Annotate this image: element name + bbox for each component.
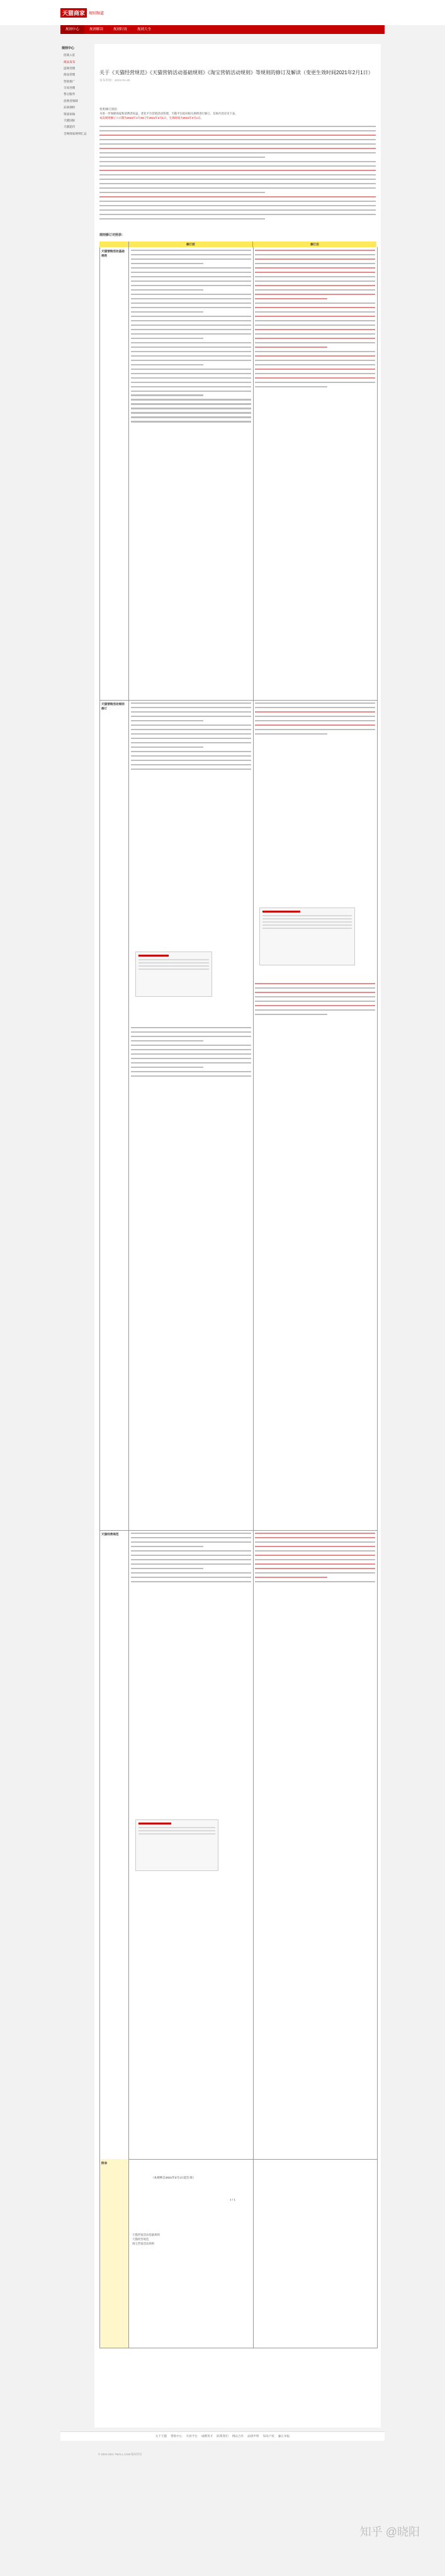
cell-after	[253, 1530, 377, 2159]
sidebar-item[interactable]: 商品发布	[64, 60, 76, 64]
sidebar	[60, 44, 91, 137]
intro-paragraph: 变更/修订原因：	[99, 108, 120, 111]
cell-before	[129, 247, 254, 700]
intro-body	[99, 126, 376, 223]
watermark: 知乎 @晓阳	[359, 2526, 420, 2538]
related-links	[132, 2233, 160, 2246]
footer-links	[60, 2431, 385, 2441]
end-note: （本规则自2021年2月1日起生效）	[151, 2176, 196, 2179]
article-title	[99, 69, 376, 84]
related-link[interactable]: 天猫经营规范	[132, 2238, 149, 2241]
cell-after	[253, 700, 377, 1530]
row-label: 天猫营销活动基础规则	[100, 247, 129, 700]
sidebar-item[interactable]: 售后服务	[64, 92, 76, 96]
site-logo[interactable]	[60, 8, 104, 18]
top-header	[0, 0, 445, 25]
footer-link[interactable]: 法律声明	[247, 2434, 259, 2438]
intro-paragraph: 本次规则修订公示期为2021年1月25日至2021年2月1日，生效时间为2021年2月1日。	[99, 116, 203, 120]
sidebar-item[interactable]: 全网商家规则汇总	[64, 131, 87, 135]
footer-link[interactable]: 帮助中心	[171, 2434, 183, 2438]
sidebar-item[interactable]: 违规处理	[64, 66, 76, 70]
sidebar-item[interactable]: 资质审核	[64, 112, 76, 116]
related-link[interactable]: 天猫营销活动基础规则	[132, 2233, 160, 2236]
table-row	[99, 700, 378, 1531]
sidebar-item[interactable]: 消费者保障	[64, 99, 78, 103]
logo-subtitle: 规则频道	[89, 11, 104, 16]
main-nav	[60, 25, 385, 34]
sidebar-group-title: 规则中心	[62, 47, 75, 50]
row-label: 附录	[100, 2159, 129, 2348]
article-panel	[94, 44, 381, 2428]
col-header-before: 修订前	[129, 242, 253, 247]
sidebar-item[interactable]: 交易处理	[64, 86, 76, 90]
sidebar-item[interactable]: 天猫国际	[64, 118, 76, 122]
sidebar-item[interactable]: 品质抽检	[64, 106, 76, 109]
footer-link[interactable]: 网站合作	[232, 2434, 244, 2438]
nav-item-rules-interpretation[interactable]: 规则解读	[89, 28, 104, 31]
row-label: 天猫营销活动规则修订	[100, 700, 129, 1530]
article-title-text: 关于《天猫经营规范》《天猫营销活动基础规则》《淘宝营销活动规则》等规则的修订及解读（变更生效时间2021年2月1日）	[99, 70, 373, 75]
screenshot-image	[135, 1819, 218, 1871]
row-label: 天猫经营规范	[100, 1530, 129, 2159]
table-header	[99, 242, 376, 247]
cell-before	[129, 1530, 254, 2159]
screenshot-image	[135, 952, 212, 997]
footer-link[interactable]: 知识产权	[262, 2434, 274, 2438]
intro-paragraph: 为进一步保障商家和消费者权益，优化平台营销活动管理，天猫平台拟对相关规则进行修订，具体内容详见下表。	[99, 112, 238, 116]
footer-link[interactable]: 开放平台	[186, 2434, 198, 2438]
cell-before	[129, 700, 254, 1530]
footer-link[interactable]: 联系我们	[217, 2434, 228, 2438]
footer-link[interactable]: 廉正举报	[278, 2434, 290, 2438]
col-header-after: 修订后	[310, 243, 319, 246]
nav-item-rules-collection[interactable]: 规则大全	[137, 28, 152, 31]
table-row	[99, 1530, 378, 2160]
article-meta: 发布时间：2021-01-25	[99, 79, 130, 82]
article-intro	[99, 107, 376, 121]
cell-after	[253, 2159, 377, 2348]
pagination[interactable]: 1 / 1	[230, 2198, 235, 2201]
table-caption: 规则修订对照表：	[99, 233, 125, 237]
table-row	[99, 2159, 378, 2348]
copyright: © 2003-2021 TMALL.COM 版权所有	[98, 2453, 142, 2456]
sidebar-item[interactable]: 商品管理	[64, 73, 76, 77]
col-header	[99, 242, 129, 247]
footer-link[interactable]: 关于天猫	[155, 2434, 167, 2438]
cell-before	[129, 2159, 254, 2348]
revision-table	[99, 233, 376, 2358]
sidebar-item[interactable]: 天猫超市	[64, 125, 76, 129]
nav-item-rules-center[interactable]: 规则中心	[60, 25, 84, 34]
footer-link[interactable]: 诚聘英才	[201, 2434, 213, 2438]
related-link[interactable]: 淘宝营销活动规则	[132, 2242, 155, 2245]
sidebar-item[interactable]: 招商入驻	[64, 53, 76, 57]
screenshot-image	[259, 908, 355, 965]
table-row	[99, 247, 378, 701]
sidebar-item[interactable]: 营销推广	[64, 79, 76, 83]
nav-item-rules-timeliness[interactable]: 规则时效	[113, 28, 128, 31]
logo-mark: 天猫商家	[60, 8, 87, 18]
cell-after	[253, 247, 377, 700]
